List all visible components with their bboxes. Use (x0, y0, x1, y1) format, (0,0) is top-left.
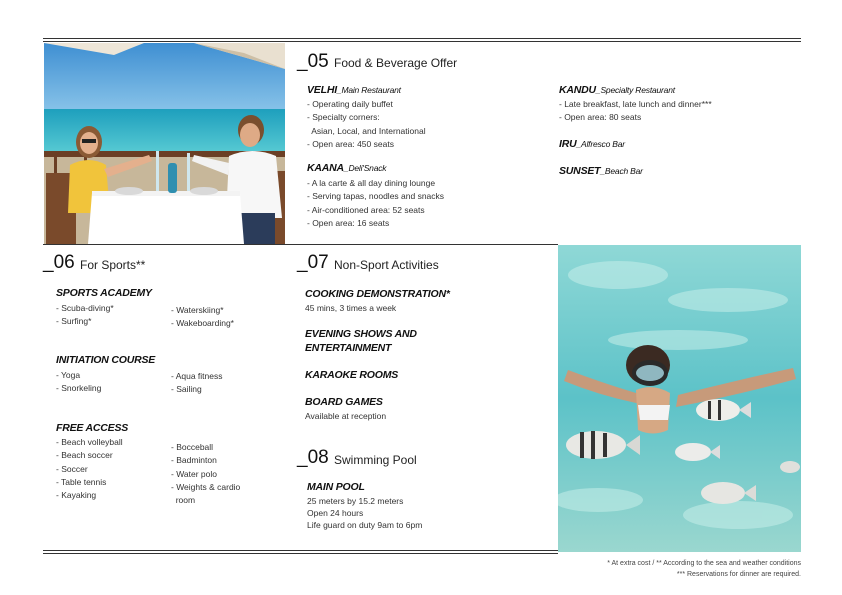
bottom-rule-2 (43, 553, 558, 554)
couple-dining-photo (44, 43, 285, 244)
iru-heading: IRU_Alfresco Bar (559, 138, 625, 150)
evening-shows-heading: EVENING SHOWS AND ENTERTAINMENT (305, 328, 417, 354)
free-access-col1: - Beach volleyball - Beach soccer - Soccer - Table tennis - Kayaking (56, 437, 123, 501)
section-05-number: _05 (297, 51, 329, 72)
section-05-title: Food & Beverage Offer (334, 56, 458, 70)
snorkeler-photo (558, 245, 801, 552)
free-access-heading: FREE ACCESS (56, 422, 129, 434)
velhi-list: - Operating daily buffet - Specialty corners: Asian, Local, and International - Open area: 450 seats (307, 99, 426, 149)
main-pool-heading: MAIN POOL (307, 481, 365, 493)
kandu-heading: KANDU_Specialty Restaurant (559, 84, 675, 96)
cooking-demo-text: 45 mins, 3 times a week (305, 303, 397, 313)
middle-rule (43, 244, 558, 245)
section-07-title: Non-Sport Activities (334, 258, 439, 272)
section-06-title: For Sports** (80, 258, 146, 272)
section-07-number: _07 (297, 252, 329, 273)
initiation-course-col2: - Aqua fitness - Sailing (171, 371, 223, 395)
section-06-number: _06 (43, 252, 75, 273)
board-games-heading: BOARD GAMES (305, 396, 383, 408)
sports-academy-heading: SPORTS ACADEMY (56, 287, 152, 299)
initiation-course-col1: - Yoga - Snorkeling (56, 370, 102, 394)
kaana-heading: KAANA_Deli'Snack (307, 162, 387, 174)
initiation-course-heading: INITIATION COURSE (56, 354, 156, 366)
kandu-list: - Late breakfast, late lunch and dinner*** - Open area: 80 seats (559, 99, 712, 123)
footnotes: * At extra cost / ** According to the sea and weather conditions *** Reservations for dinner are required. (607, 560, 801, 578)
karaoke-heading: KARAOKE ROOMS (305, 369, 399, 381)
top-rule-2 (43, 41, 801, 42)
sports-academy-col1: - Scuba-diving* - Surfing* (56, 303, 114, 327)
top-rule-1 (43, 38, 801, 39)
bottom-rule-1 (43, 550, 558, 551)
cooking-demo-heading: COOKING DEMONSTRATION* (305, 288, 450, 300)
main-pool-details: 25 meters by 15.2 meters Open 24 hours Life guard on duty 9am to 6pm (307, 496, 423, 530)
free-access-col2: - Bocceball - Badminton - Water polo - Weights & cardio room (171, 442, 241, 506)
section-08-number: _08 (297, 447, 329, 468)
kaana-list: - A la carte & all day dining lounge - Serving tapas, noodles and snacks - Air-conditioned area: 52 seats - Open area: 16 seats (307, 178, 445, 228)
sports-academy-col2: - Waterskiing* - Wakeboarding* (171, 305, 234, 329)
sunset-heading: SUNSET_Beach Bar (559, 165, 643, 177)
section-08-title: Swimming Pool (334, 453, 417, 467)
velhi-heading: VELHI_Main Restaurant (307, 84, 401, 96)
board-games-text: Available at reception (305, 411, 387, 421)
